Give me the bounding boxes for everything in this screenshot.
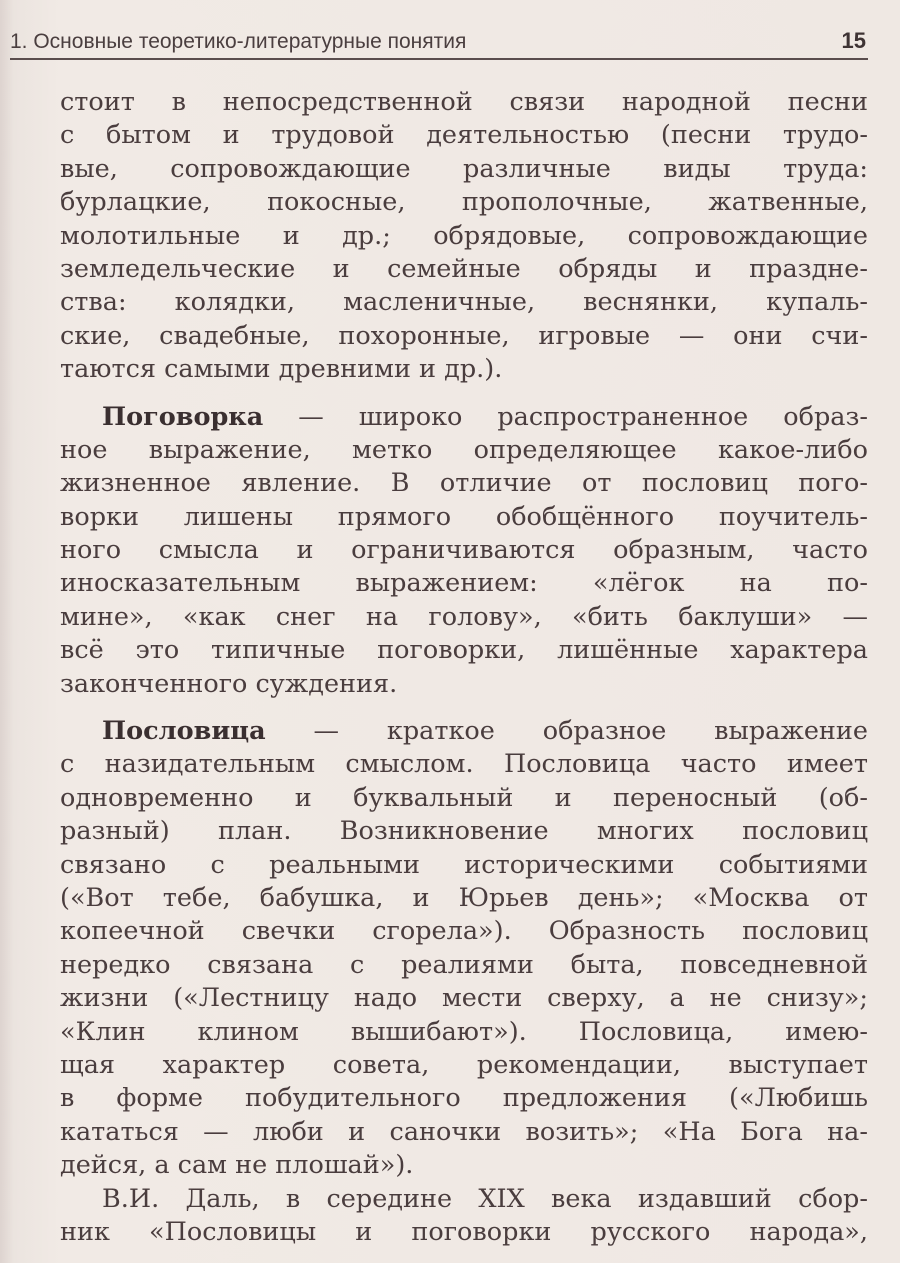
text-line: разный) план. Возникновение многих пословиц <box>60 816 868 847</box>
term-pogovorka: Поговорка <box>102 401 264 432</box>
term-poslovitsa: Пословица <box>102 716 266 747</box>
text-line: ного смысла и ограничиваются образным, часто <box>60 535 868 566</box>
text-line: вые, сопровождающие различные виды труда: <box>60 153 868 184</box>
text-line: ник «Пословицы и поговорки русского народа», <box>60 1216 868 1247</box>
paragraph-folk-songs <box>60 86 868 387</box>
text-line: мине», «как снег на голову», «бить баклуши» — <box>60 601 868 632</box>
text-line: жизни («Лестницу надо мести сверху, а не снизу»; <box>60 983 868 1014</box>
text-line: законченного суждения. <box>60 668 398 699</box>
paragraph-poslovitsa <box>60 715 868 1182</box>
text-line: кататься — люби и саночки возить»; «На Бога на- <box>60 1116 868 1147</box>
text-line: («Вот тебе, бабушка, и Юрьев день»; «Москва от <box>60 882 868 913</box>
text-line: жизненное явление. В отличие от пословиц пого- <box>60 468 868 499</box>
page-header <box>10 12 868 60</box>
text-line: иносказательным выражением: «лёгок на по- <box>60 568 868 599</box>
running-title: 1. Основные теоретико-литературные понятия <box>10 30 467 53</box>
definition-start: — краткое образное выражение <box>265 716 868 747</box>
text-line: нередко связана с реалиями быта, повседневной <box>60 949 868 980</box>
text-line: в форме побудительного предложения («Любишь <box>60 1083 868 1114</box>
text-line: щая характер совета, рекомендации, выступает <box>60 1049 868 1080</box>
text-line: связано с реальными историческими событиями <box>60 849 868 880</box>
text-line: бурлацкие, покосные, прополочные, жатвенные, <box>60 187 868 218</box>
text-line: копеечной свечки сгорела»). Образность пословиц <box>60 916 868 947</box>
text-line: В.И. Даль, в середине XIX века издавший сбор- <box>102 1183 868 1214</box>
paragraph-pogovorka <box>60 401 868 702</box>
text-line: ства: колядки, масленичные, веснянки, купаль- <box>60 287 868 318</box>
definition-start: — широко распространенное образ- <box>263 401 868 432</box>
text-line: таются самыми древними и др.). <box>60 354 503 385</box>
page-number: 15 <box>841 28 866 53</box>
text-line <box>60 715 868 748</box>
text-line: ские, свадебные, похоронные, игровые — они счи- <box>60 320 868 351</box>
text-line: ворки лишены прямого обобщённого поучитель- <box>60 501 868 532</box>
page-body <box>60 86 868 1263</box>
text-line: молотильные и др.; обрядовые, сопровождающие <box>60 220 868 251</box>
text-line: всё это типичные поговорки, лишённые характера <box>60 635 868 666</box>
text-line: ное выражение, метко определяющее какое-либо <box>60 434 868 465</box>
text-line: с назидательным смыслом. Пословица часто имеет <box>60 749 868 780</box>
text-line: одновременно и буквальный и переносный (об- <box>60 782 868 813</box>
text-line: дейся, а сам не плошай»). <box>60 1150 414 1181</box>
paragraph-dal <box>60 1183 868 1250</box>
text-line: «Клин клином вышибают»). Пословица, имею- <box>60 1016 868 1047</box>
text-line: земледельческие и семейные обряды и праздне- <box>60 253 868 284</box>
text-line: с бытом и трудовой деятельностью (песни трудо- <box>60 120 868 151</box>
text-line: стоит в непосредственной связи народной песни <box>60 87 868 117</box>
text-line <box>60 401 868 434</box>
